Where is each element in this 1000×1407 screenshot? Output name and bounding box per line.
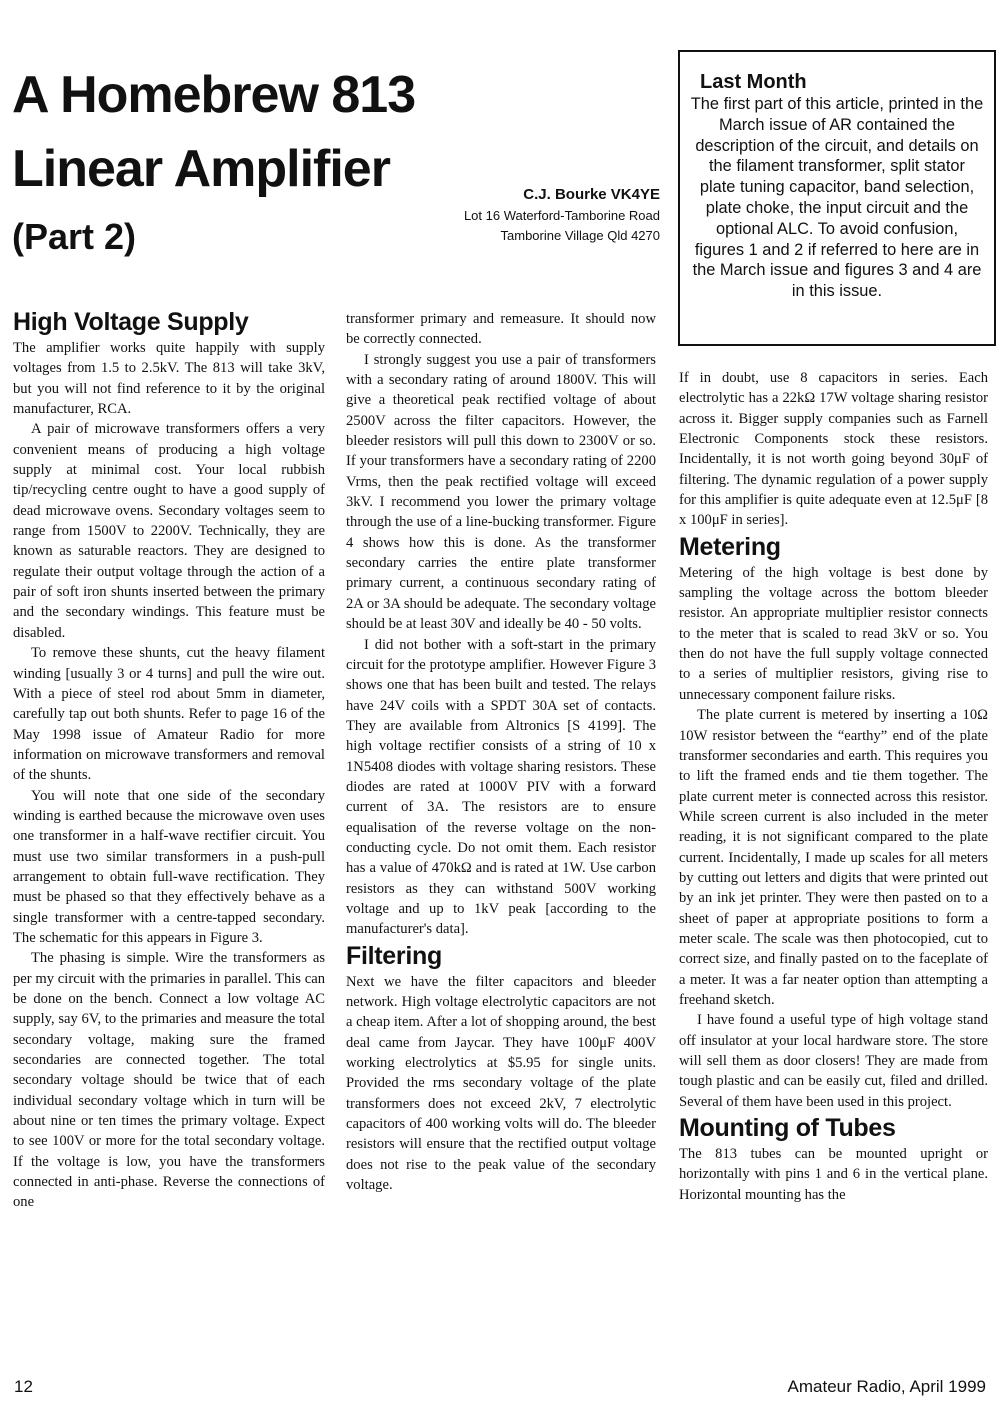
author-address-line-1: Lot 16 Waterford-Tamborine Road bbox=[463, 208, 660, 223]
section-heading-metering: Metering bbox=[679, 532, 781, 561]
paragraph: I strongly suggest you use a pair of transformers with a secondary rating of around 1800V. This will give a theoretical peak rectified voltage of about 2500V across the filter capacitors. However, the bleeder resistors will pull this down to 2300V or so. If your transformers have a secondary rating of 2200 Vrms, then the peak rectified voltage will exceed 3kV. I recommend you lower the primary voltage through the use of a line-bucking transformer. Figure 4 shows how this is done. As the transformer secondary carries the entire plate transformer primary current, a continuous secondary rating of 2A or 3A should be adequate. The secondary voltage should be at least 30V and ideally be 40 - 50 volts. bbox=[346, 351, 656, 633]
paragraph: The amplifier works quite happily with supply voltages from 1.5 to 2.5kV. The 813 will take 3kV, but you will not find reference to it by the original manufacturer, RCA. bbox=[13, 340, 325, 418]
byline bbox=[400, 184, 660, 246]
section-heading-mounting: Mounting of Tubes bbox=[679, 1114, 896, 1143]
page-footer bbox=[14, 1377, 986, 1403]
paragraph: The plate current is metered by inserting a 10Ω 10W resistor between the “earthy” end of the plate transformer secondaries and earth. This requires you to lift the framed ends and tie them together. The plate current meter is connected across this resistor. While screen current is also included in the meter reading, it is not significant compared to the plate current. Incidentally, I made up scales for all meters by cutting out letters and digits that were printed out by an ink jet printer. They were then pasted on to a sheet of paper at appropriate positions to form a meter scale. The scale was then photocopied, cut to correct size, and finally pasted on to the faceplate of a meter. It was a far neater option than attempting a freehand sketch. bbox=[679, 707, 988, 1008]
paragraph: Next we have the filter capacitors and bleeder network. High voltage electrolytic capacitors are not a cheap item. After a lot of shopping around, the best deal came from Jaycar. They have 100μF 400V working electrolytics at $5.95 for single units. Provided the rms secondary voltage of the plate transformers does not exceed 2kV, 7 electrolytic capacitors of 400 working volts will do. The bleeder resistors will ensure that the rectified output voltage does not rise to the peak value of the secondary voltage. bbox=[346, 973, 656, 1194]
section-heading-hv: High Voltage Supply bbox=[13, 308, 249, 336]
section-heading-filtering: Filtering bbox=[346, 941, 442, 970]
column-2 bbox=[346, 309, 656, 1195]
page-number: 12 bbox=[14, 1377, 33, 1396]
title-line-1: A Homebrew 813 bbox=[12, 66, 416, 124]
author-address-line-2: Tamborine Village Qld 4270 bbox=[500, 228, 660, 243]
column-3 bbox=[679, 368, 988, 1205]
paragraph: Metering of the high voltage is best done by sampling the voltage across the bottom bleeder resistor. An appropriate multiplier resistor connects to the meter that is scaled to read 3kV or so. You then do not have the full supply voltage connected to a series of multiplier resistors, giving rise to unnecessary component failure risks. bbox=[679, 564, 988, 703]
paragraph: I have found a useful type of high voltage stand off insulator at your local hardware store. The store will sell them as door closers! They are made from tough plastic and can be easily cut, filed and drilled. Several of them have been used in this project. bbox=[679, 1012, 988, 1110]
title-line-2: Linear Amplifier bbox=[12, 140, 390, 198]
paragraph: The phasing is simple. Wire the transformers as per my circuit with the primaries in parallel. This can be done on the bench. Connect a low voltage AC supply, say 6V, to the primaries and measure the total secondary voltage, making sure the framed secondaries are connected together. The total secondary voltage should be twice that of each individual secondary voltage which in turn will be about nine or ten times the primary voltage. Expect to see 100V or more for the total secondary voltage. If the voltage is low, you have the transformers connected in anti-phase. Reverse the connections of one bbox=[13, 950, 325, 1211]
paragraph: If in doubt, use 8 capacitors in series. Each electrolytic has a 22kΩ 17W voltage sharing resistor across it. Bigger supply companies such as Farnell Electronic Components stock these resistors. Incidentally, it is not worth going beyond 30μF of filtering. The dynamic regulation of a power supply for this amplifier is quite adequate even at 12.5μF [8 x 100μF in series]. bbox=[679, 370, 988, 529]
paragraph: transformer primary and remeasure. It should now be correctly connected. bbox=[346, 311, 656, 348]
author-name: C.J. Bourke VK4YE bbox=[523, 186, 660, 203]
last-month-heading: Last Month bbox=[700, 71, 807, 93]
paragraph: I did not bother with a soft-start in the primary circuit for the prototype amplifier. However Figure 3 shows one that has been built and tested. The relays have 24V coils with a SPDT 30A set of contacts. They are available from Altronics [S 4199]. The high voltage rectifier consists of a string of 10 x 1N5408 diodes with voltage sharing resistors. These diodes are rated at 1000V PIV with a forward current of 3A. The resistors are to ensure equalisation of the reverse voltage on the non-conducting cycle. Do not omit them. Each resistor has a value of 470kΩ and is rated at 1W. Use carbon resistors as they can withstand 500V working voltage and up to 1kV peak [according to the manufacturer's data]. bbox=[346, 636, 656, 938]
last-month-text: The first part of this article, printed in the March issue of AR contained the description of the circuit, and details on the filament transformer, split stator plate tuning capacitor, band selection, plate choke, the input circuit and the optional ALC. To avoid confusion, figures 1 and 2 if referred to here are in the March issue and figures 3 and 4 are in this issue. bbox=[690, 95, 984, 301]
title-part: (Part 2) bbox=[12, 216, 137, 257]
paragraph: The 813 tubes can be mounted upright or horizontally with pins 1 and 6 in the vertical plane. Horizontal mounting has the bbox=[679, 1146, 988, 1203]
column-1 bbox=[13, 306, 325, 1213]
paragraph: To remove these shunts, cut the heavy filament winding [usually 3 or 4 turns] and pull the wire out. With a piece of steel rod about 5mm in diameter, carefully tap out both shunts. Refer to page 16 of the May 1998 issue of Amateur Radio for more information on microwave transformers and removal of the shunts. bbox=[13, 645, 325, 784]
magazine-issue: Amateur Radio, April 1999 bbox=[787, 1377, 986, 1396]
paragraph: You will note that one side of the secondary winding is earthed because the microwave oven uses one transformer in a half-wave rectifier circuit. You must use two similar transformers in a push-pull arrangement to obtain full-wave rectification. They must be phased so that they effectively behave as a single transformer with a centre-tapped secondary. The schematic for this appears in Figure 3. bbox=[13, 787, 325, 946]
last-month-box bbox=[678, 50, 996, 346]
paragraph: A pair of microwave transformers offers a very convenient means of producing a high voltage supply at minimal cost. Your local rubbish tip/recycling centre ought to have a good supply of dead microwave ovens. Secondary voltages seem to range from 1500V to 2200V. Technically, they are known as saturable reactors. They are designed to regulate their output voltage through the action of a pair of soft iron shunts inserted between the primary and the secondary windings. This feature must be disabled. bbox=[13, 421, 325, 641]
